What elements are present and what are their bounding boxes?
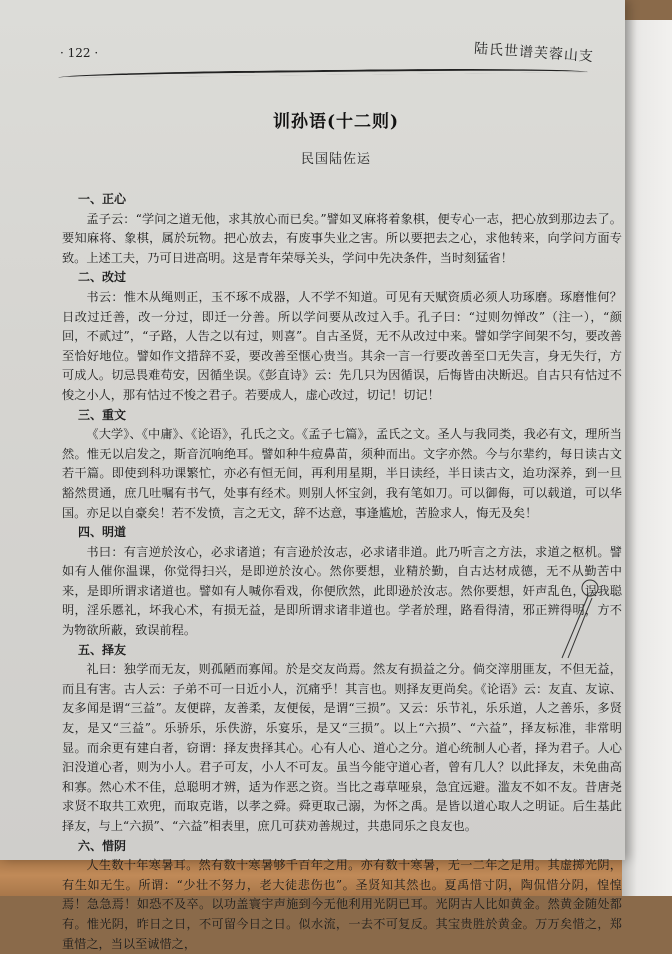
- section-heading: 二、改过: [78, 270, 127, 285]
- section-paragraph: 书曰：有言逆於汝心，必求诸道；有言逊於汝志，必求诸非道。此乃听言之方法，求道之枢机。譬如有人催你温课，你觉得扫兴，是即逆於汝心。然你要想，业精於勤，自古达材成德，无不从勤苦中来，是即所谓求诸道也。譬如有人喊你看戏，你便欣然，此即逊於汝志。然你要想，奸声乱色，误我聪明，淫乐慝礼，坏我心术，有损无益，是即所谓求诸非道也。学者於理，路看得清，邪正辨得明，方不为物欲所蔽，致误前程。: [62, 544, 622, 638]
- document-title: 训孙语(十二则): [272, 112, 400, 132]
- section-heading: 四、明道: [78, 525, 127, 540]
- section-heading: 五、择友: [78, 642, 127, 657]
- document-body: [62, 190, 622, 954]
- header-rule: [58, 67, 588, 78]
- section-paragraph: 人生数十年寒暑耳。然有数十寒暑够千百年之用。亦有数十寒暑，无一二年之足用。其虚掷光阴，有生如无生。所谓：“少壮不努力，老大徒悲伤也”。圣贤知其然也。夏禹惜寸阴，陶侃惜分阴，惶惶焉！急急焉！如恐不及卒。以功盖寰宇声施到今无他利用光阴已耳。光阴古人比如黄金。然黄金随处都有。惟光阴，昨日之日，不可留今日之日。似水流，一去不可复反。其宝贵胜於黄金。万万矣惜之，郑重惜之，当以至诚惜之，: [62, 858, 622, 951]
- section-heading: 三、重文: [78, 407, 127, 422]
- page-header: [58, 38, 595, 68]
- section-heading: 六、惜阴: [78, 838, 127, 853]
- pen-annotation-mark: [560, 570, 600, 660]
- section-paragraph: 《大学》、《中庸》、《论语》，孔氏之文。《孟子七篇》，孟氏之文。圣人与我同类，我必有文，理所当然。惟无以启发之，斯音沉响绝耳。譬如种牛痘鼻苗，须种而出。文字亦然。今与尔辈约，每日读古文若干篇。即使到科功课繁忙，亦必有恒无间，再利用星期，半日读经，半日读古文，迨功深养，到一旦豁然贯通，庶几吐嘱有书气，处事有经术。则别人怀宝剑，我有笔如刀。可以御侮，可以载道，可以华国。亦足以自豪矣！若不发愤，言之无文，辞不达意，事逢尴尬，苦脸求人，悔无及矣！: [62, 427, 622, 520]
- running-title: 陆氏世谱芙蓉山支: [473, 40, 595, 66]
- section-paragraph: 孟子云：“学问之道无他，求其放心而已矣。”譬如叉麻将着象棋，便专心一志，把心放到那边去了。要知麻将、象棋，属於玩物。把心放去，有废事失业之害。所以要把去之心，求他转来，向学问方面专致。上述工夫，乃可日进高明。这是青年荣辱关头，学问中先决条件，当时刻猛省！: [62, 211, 622, 265]
- section-paragraph: 礼曰：独学而无友，则孤陋而寡闻。於是交友尚焉。然友有损益之分。倘交滓朋匪友，不但无益，而且有害。古人云：子弟不可一日近小人，沉痛乎！其言也。则择友更尚矣。《论语》云：友直、友谅、友多闻是谓“三益”。友便辟，友善柔，友便佞，是谓“三损”。又云：乐节礼，乐乐道，人之善乐，多贤友，是又“三益”。乐骄乐，乐佚游，乐宴乐，是又“三损”。以上“六损”、“六益”，择友标准，非常明显。而余更有建白者，窃谓：择友贵择其心。心有人心、道心之分。道心统制人心者，择为君子。人心汩没道心者，则为小人。君子可友，小人不可友。虽当今能守道心者，曾有几人？以此择友，未免曲高和寡。然心术不佳，总聪明才辨，适为作恶之资。当比之毒草哑泉，急宜远避。滥友不如不友。昔唐尧求贤不取共工欢兜，而取克谐，以孝之舜。舜更取己溺，为怀之禹。是皆以道心取人之明证。后生基此择友，与上“六损”、“六益”相表里，庶几可获劝善规过，共患同乐之良友也。: [62, 662, 622, 833]
- section-paragraph: 书云：惟木从绳则正，玉不琢不成器，人不学不知道。可见有天赋资质必须人功琢磨。琢磨惟何？日改过迁善，改一分过，即迁一分善。所以学问要从改过入手。孔子曰：“过则勿惮改”（注一），“颜回，不贰过”，“子路，人告之以有过，则喜”。自古圣贤，无不从改过中来。譬如学字间架不匀，要改善至恰好地位。譬如作文措辞不妥，要改善至惬心贵当。其余一言一行要改善至口无失言，身无失行，方可成人。切忌畏难苟安，因循坐误。《彭直诗》云：先几只为因循误，后悔皆由决断迟。自古只有怙过不悛之小人，那有怙过不悛之君子。若要成人，虚心改过，切记！切记！: [62, 289, 622, 402]
- page-number: · 122 ·: [60, 46, 99, 60]
- document-author: 民国陆佐运: [300, 152, 371, 167]
- section-heading: 一、正心: [78, 192, 127, 206]
